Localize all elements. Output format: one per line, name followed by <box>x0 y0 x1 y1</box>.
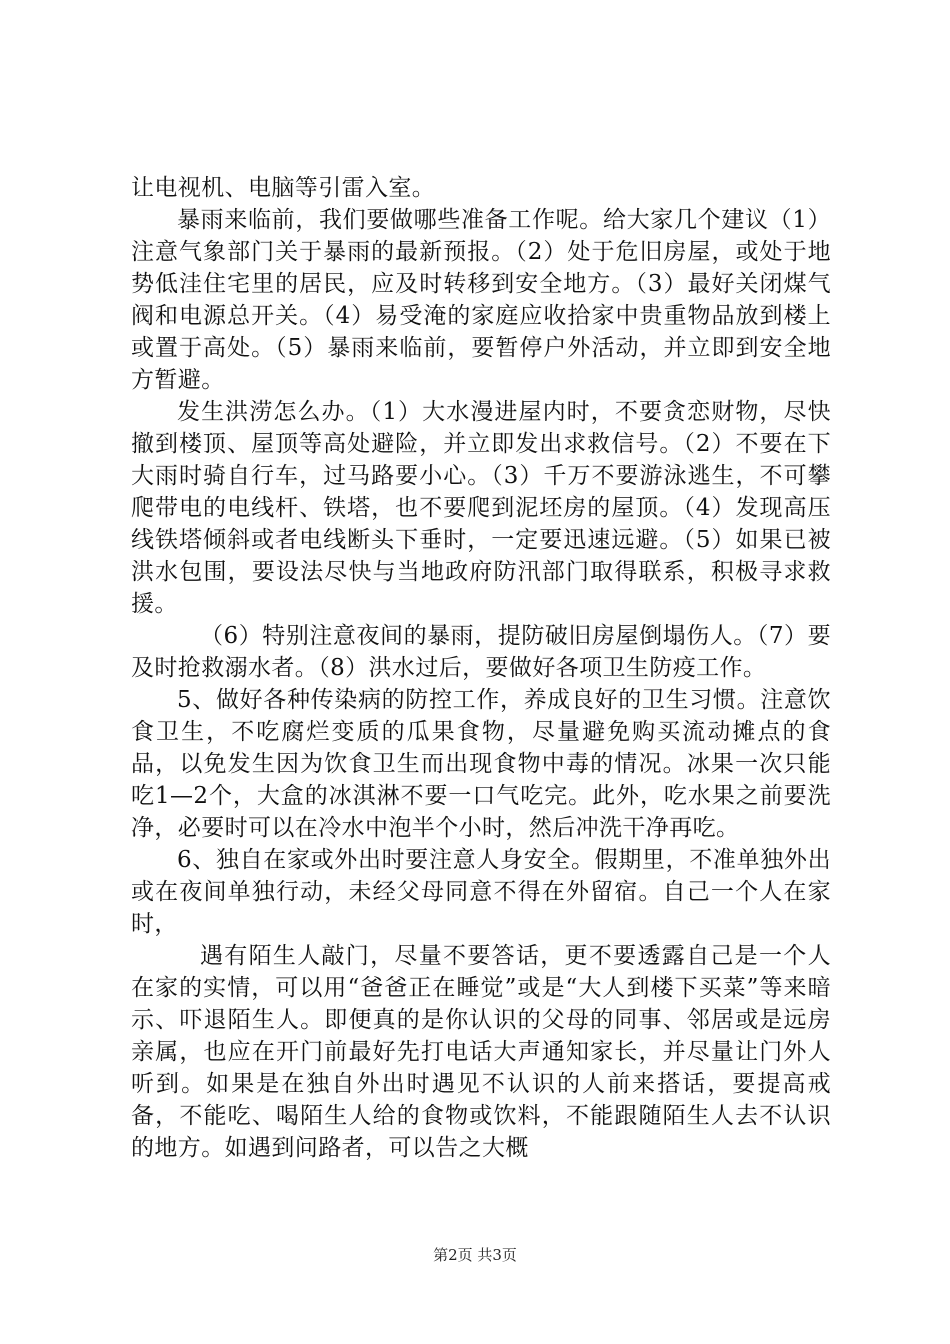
paragraph-personal-safety: 6、独自在家或外出时要注意人身安全。假期里，不准单独外出或在夜间单独行动，未经父母同意不得在外留宿。自己一个人在家时， <box>131 847 831 937</box>
paragraph-continuation: 让电视机、电脑等引雷入室。 <box>131 175 436 201</box>
page-footer <box>0 1245 950 1265</box>
paragraph-disease-prevention: 5、做好各种传染病的防控工作，养成良好的卫生习惯。注意饮食卫生，不吃腐烂变质的瓜果食物，尽量避免购买流动摊点的食品，以免发生因为饮食卫生而出现食物中毒的情况。冰果一次只能吃1—2个，大盒的冰淇淋不要一口气吃完。此外，吃水果之前要洗净，必要时可以在冷水中泡半个小时，然后冲洗干净再吃。 <box>131 687 831 841</box>
paragraph-flood-response-cont: （6）特别注意夜间的暴雨，提防破旧房屋倒塌伤人。（7）要及时抢救溺水者。（8）洪水过后，要做好各项卫生防疫工作。 <box>131 623 831 681</box>
page-number: 第2页 共3页 <box>433 1246 517 1264</box>
paragraph-stranger-safety: 遇有陌生人敲门，尽量不要答话，更不要透露自己是一个人在家的实情，可以用“爸爸正在睡觉”或是“大人到楼下买菜”等来暗示、吓退陌生人。即便真的是你认识的父母的同事、邻居或是远房亲属，也应在开门前最好先打电话大声通知家长，并尽量让门外人听到。如果是在独自外出时遇见不认识的人前来搭话，要提高戒备，不能吃、喝陌生人给的食物或饮料，不能跟随陌生人去不认识的地方。如遇到问路者，可以告之大概 <box>131 943 831 1161</box>
paragraph-rainstorm-preparation: 暴雨来临前，我们要做哪些准备工作呢。给大家几个建议（1）注意气象部门关于暴雨的最新预报。（2）处于危旧房屋，或处于地势低洼住宅里的居民，应及时转移到安全地方。（3）最好关闭煤气阀和电源总开关。（4）易受淹的家庭应收拾家中贵重物品放到楼上或置于高处。（5）暴雨来临前，要暂停户外活动，并立即到安全地方暂避。 <box>131 207 831 393</box>
paragraph-flood-response: 发生洪涝怎么办。（1）大水漫进屋内时，不要贪恋财物，尽快撤到楼顶、屋顶等高处避险，并立即发出求救信号。（2）不要在下大雨时骑自行车，过马路要小心。（3）千万不要游泳逃生，不可攀爬带电的电线杆、铁塔，也不要爬到泥坯房的屋顶。（4）发现高压线铁塔倾斜或者电线断头下垂时，一定要迅速远避。（5）如果已被洪水包围，要设法尽快与当地政府防汛部门取得联系，积极寻求救援。 <box>131 399 831 617</box>
document-body <box>131 172 831 1164</box>
